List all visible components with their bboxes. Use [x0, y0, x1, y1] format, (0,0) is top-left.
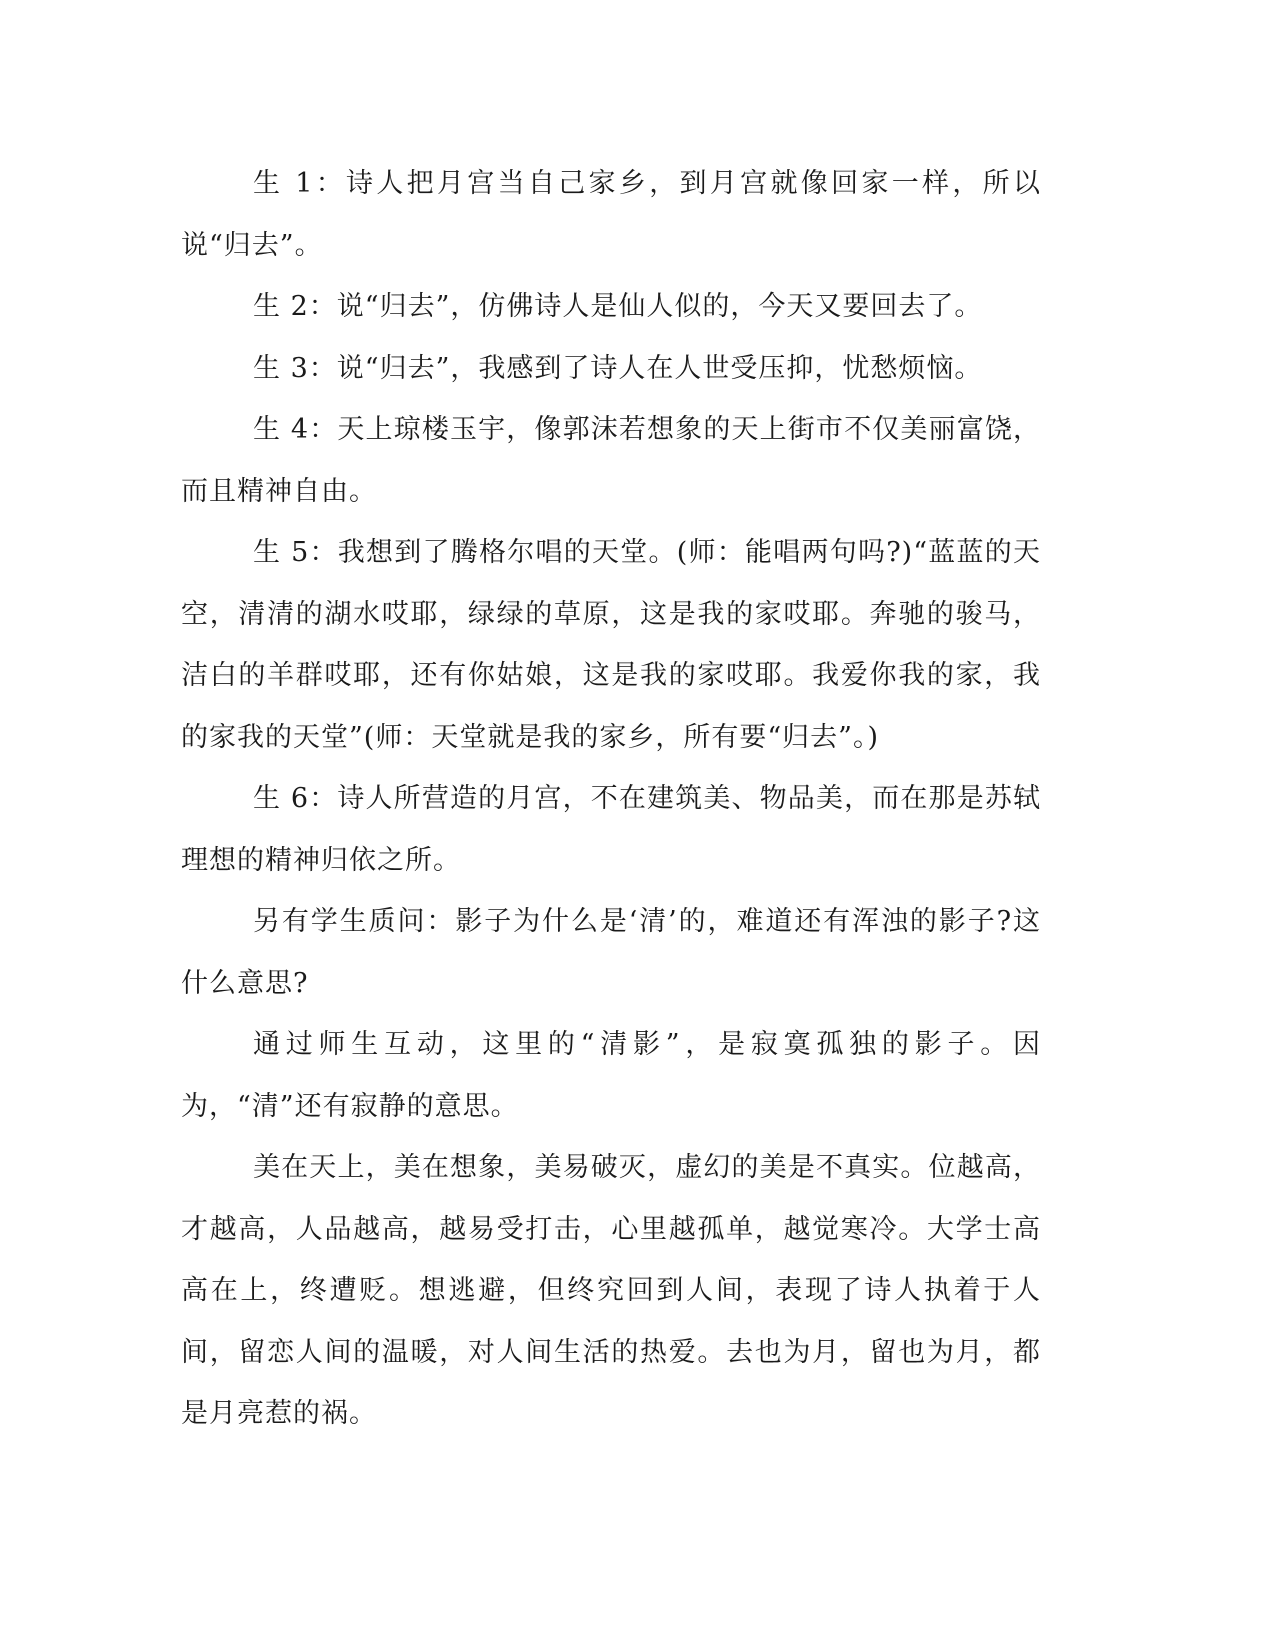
paragraph-student-1: 生 1：诗人把月宫当自己家乡，到月宫就像回家一样，所以说“归去”。: [181, 168, 1041, 261]
paragraph-student-6: 生 6：诗人所营造的月宫，不在建筑美、物品美，而在那是苏轼理想的精神归依之所。: [181, 783, 1041, 876]
paragraph-question: 另有学生质问：影子为什么是‘清’的，难道还有浑浊的影子?这什么意思?: [181, 906, 1041, 999]
paragraph-interaction: 通过师生互动，这里的“清影”，是寂寞孤独的影子。因为，“清”还有寂静的意思。: [181, 1029, 1041, 1122]
document-body: [181, 153, 1041, 1445]
paragraph-student-5: 生 5：我想到了腾格尔唱的天堂。(师：能唱两句吗?)“蓝蓝的天空，清清的湖水哎耶，绿绿的草原，这是我的家哎耶。奔驰的骏马，洁白的羊群哎耶，还有你姑娘，这是我的家哎耶。我爱你我的家，我的家我的天堂”(师：天堂就是我的家乡，所有要“归去”。): [181, 537, 1041, 753]
paragraph-conclusion: 美在天上，美在想象，美易破灭，虚幻的美是不真实。位越高，才越高，人品越高，越易受打击，心里越孤单，越觉寒冷。大学士高高在上，终遭贬。想逃避，但终究回到人间，表现了诗人执着于人间，留恋人间的温暖，对人间生活的热爱。去也为月，留也为月，都是月亮惹的祸。: [181, 1152, 1041, 1429]
paragraph-student-2: 生 2：说“归去”，仿佛诗人是仙人似的，今天又要回去了。: [253, 291, 983, 322]
paragraph-student-3: 生 3：说“归去”，我感到了诗人在人世受压抑，忧愁烦恼。: [253, 352, 983, 384]
paragraph-student-4: 生 4：天上琼楼玉宇，像郭沫若想象的天上街市不仅美丽富饶，而且精神自由。: [181, 414, 1041, 507]
